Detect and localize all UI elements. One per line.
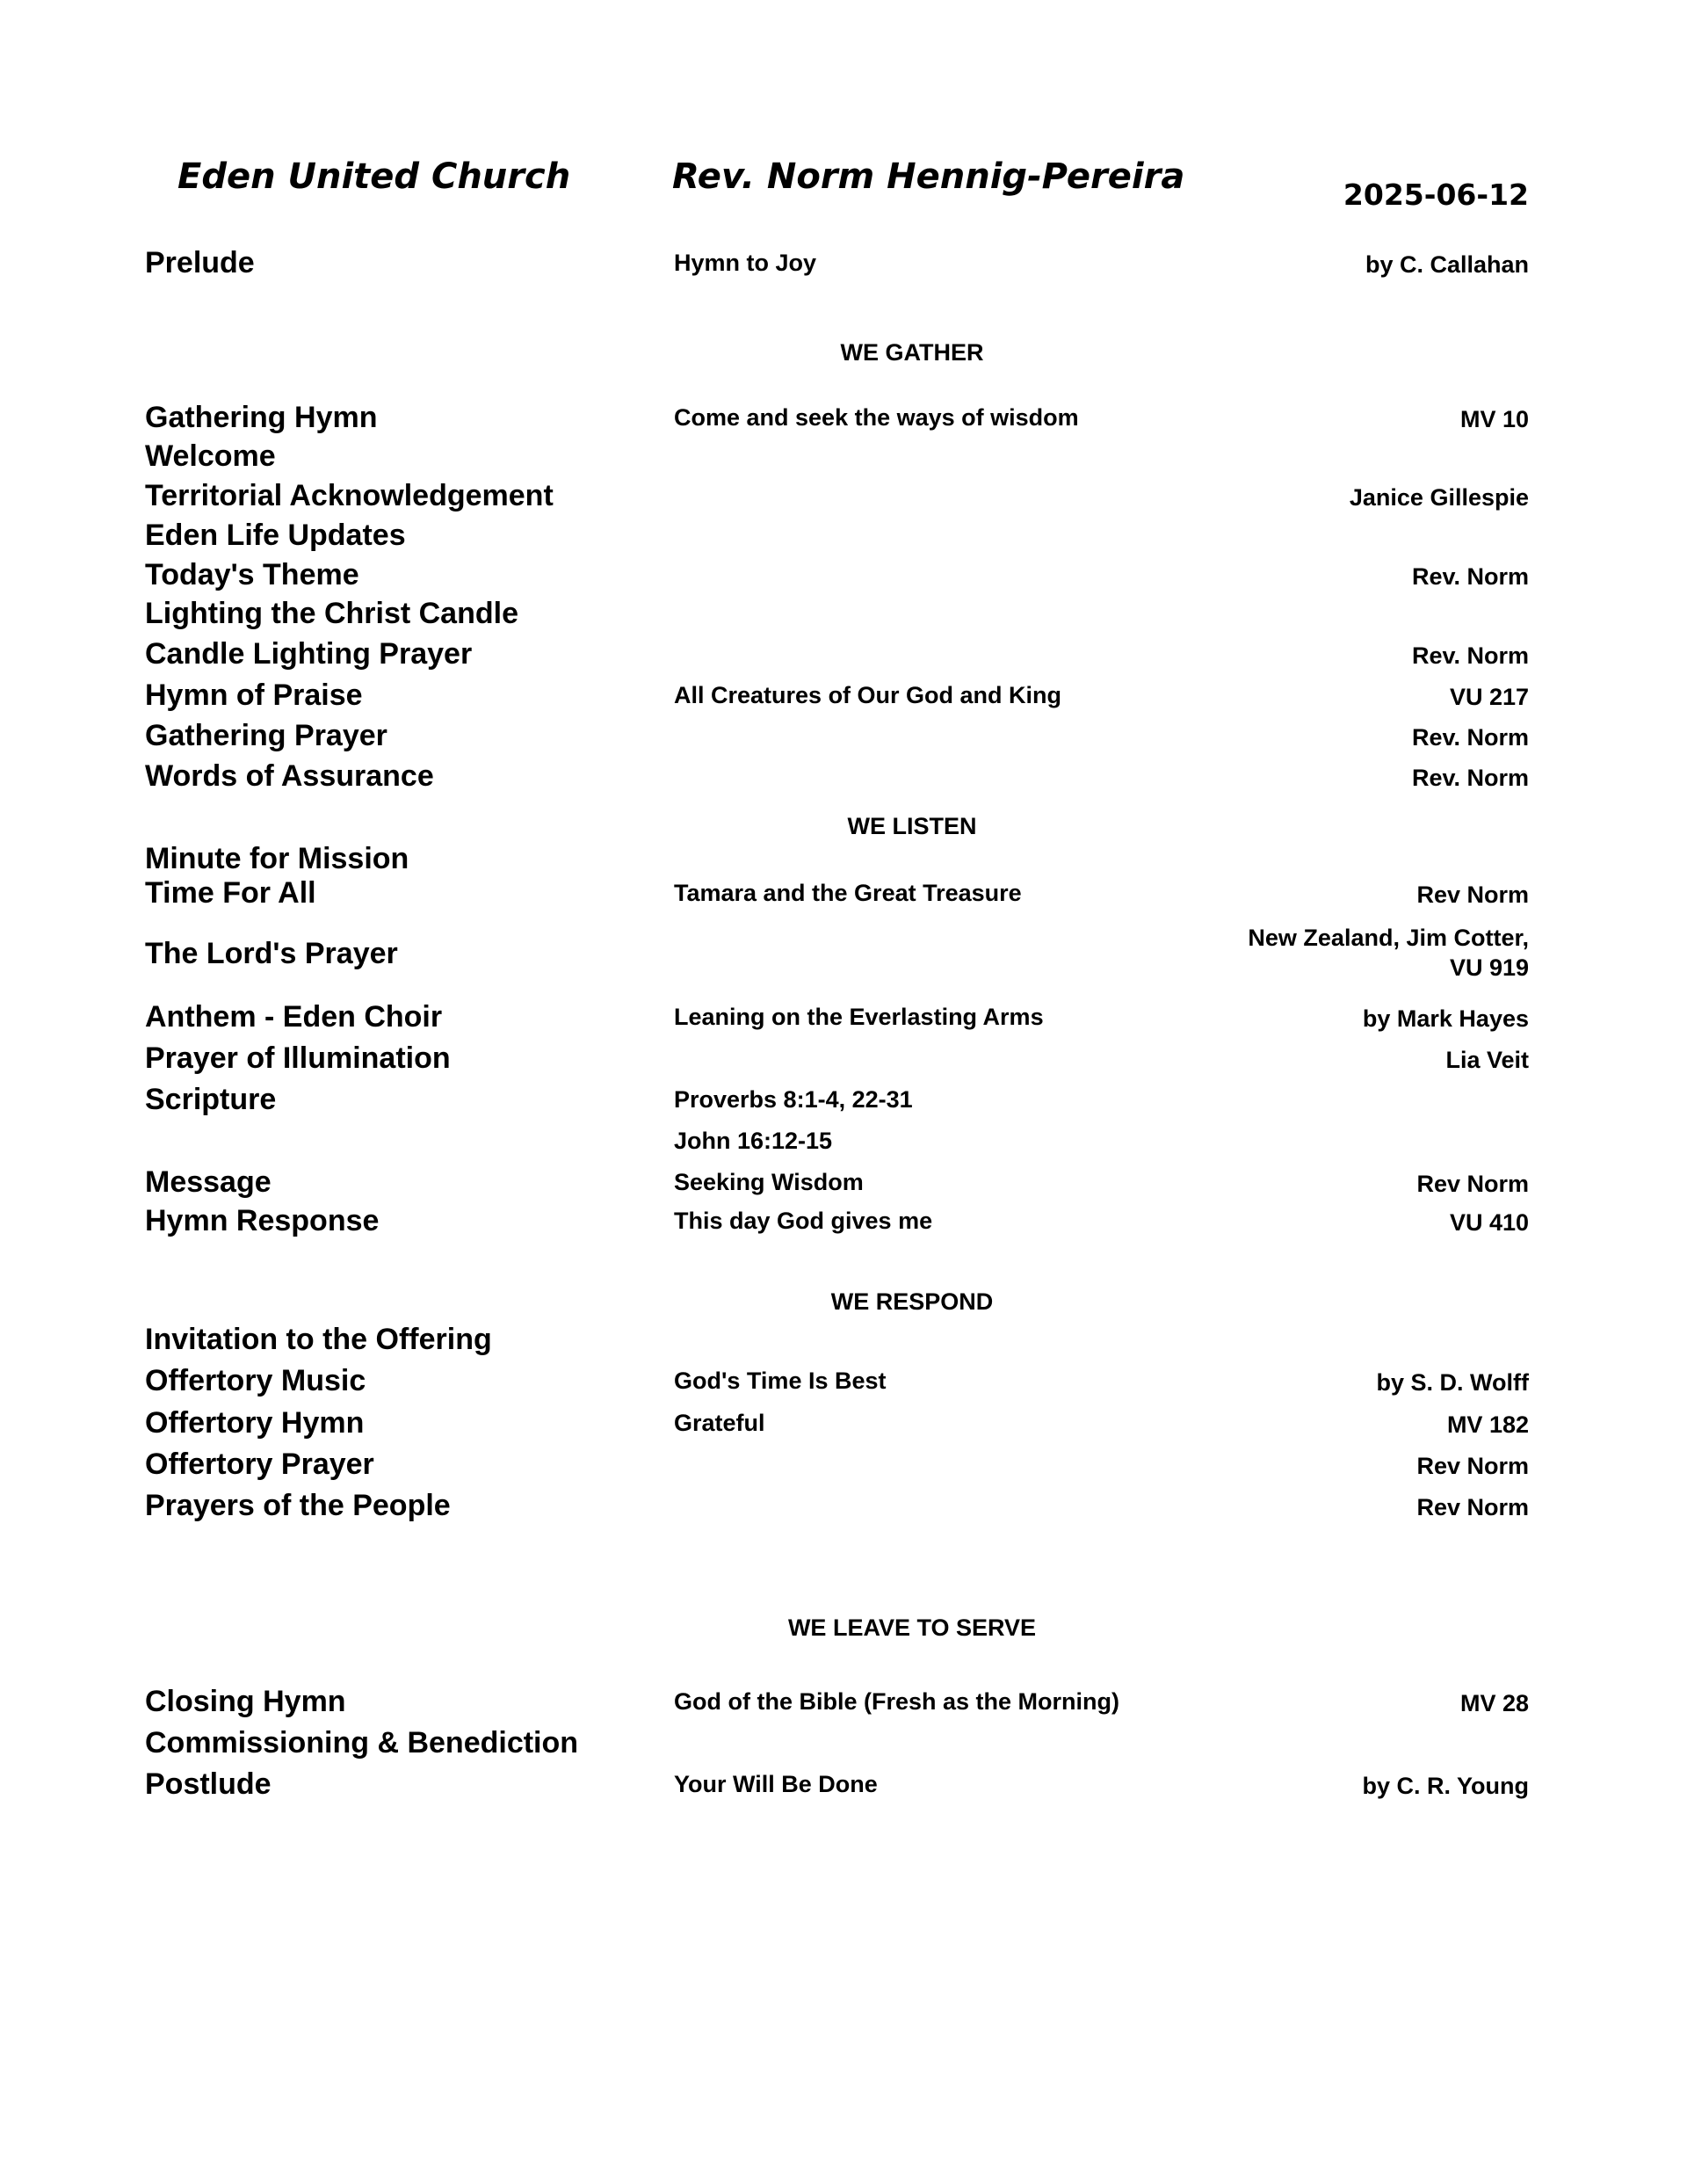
service-item-title: Proverbs 8:1-4, 22-31 (674, 1086, 913, 1113)
service-item-name: Welcome (145, 439, 276, 473)
service-item-title: Come and seek the ways of wisdom (674, 404, 1079, 431)
service-item-name: Anthem - Eden Choir (145, 1000, 443, 1034)
service-item-leader: Rev. Norm (1411, 642, 1529, 669)
service-item-name: Offertory Music (145, 1364, 366, 1397)
service-item-name: Closing Hymn (145, 1685, 346, 1718)
service-item-name: Invitation to the Offering (145, 1323, 492, 1356)
minister-name: Rev. Norm Hennig-Pereira (672, 156, 1185, 197)
service-item-name: Lighting the Christ Candle (145, 597, 518, 630)
service-item-title: All Creatures of Our God and King (674, 682, 1062, 708)
service-item-leader: Rev. Norm (1411, 563, 1529, 590)
service-item-name: Message (145, 1165, 272, 1199)
service-item-title: God's Time Is Best (674, 1368, 887, 1394)
service-item-leader: Rev Norm (1416, 882, 1529, 908)
service-item-title: John 16:12-15 (674, 1128, 833, 1154)
service-item-leader: Lia Veit (1445, 1047, 1529, 1073)
service-item-title: This day God gives me (674, 1208, 933, 1234)
service-item-name: Gathering Hymn (145, 401, 378, 434)
service-item-name: Words of Assurance (145, 759, 434, 793)
service-item-leader: Rev. Norm (1411, 765, 1529, 791)
service-item-title: Tamara and the Great Treasure (674, 880, 1022, 906)
service-item-leader: MV 182 (1446, 1411, 1529, 1438)
service-item-title: Leaning on the Everlasting Arms (674, 1004, 1044, 1030)
service-item-name: Prayers of the People (145, 1489, 451, 1522)
service-item-leader-line: VU 919 (1449, 954, 1529, 981)
service-item-name: Hymn of Praise (145, 678, 363, 712)
service-item-name: Hymn Response (145, 1204, 380, 1237)
service-item-name: Offertory Prayer (145, 1448, 374, 1481)
service-date: 2025-06-12 (1343, 178, 1529, 212)
service-item-leader: by C. Callahan (1365, 251, 1529, 278)
service-item-name: Commissioning & Benediction (145, 1726, 579, 1760)
service-item-leader: by S. D. Wolff (1376, 1369, 1529, 1396)
section-heading-listen: WE LISTEN (847, 813, 977, 839)
service-item-leader: by C. R. Young (1362, 1773, 1529, 1799)
section-heading-gather: WE GATHER (840, 339, 984, 366)
service-item-name: Postlude (145, 1767, 272, 1801)
service-item-leader: by Mark Hayes (1362, 1005, 1529, 1032)
service-item-title: Your Will Be Done (674, 1771, 878, 1797)
service-item-name: Candle Lighting Prayer (145, 637, 473, 671)
service-item-leader: MV 28 (1459, 1690, 1529, 1716)
service-item-leader: VU 410 (1449, 1209, 1529, 1236)
service-item-leader: Rev Norm (1416, 1453, 1529, 1479)
service-item-leader: MV 10 (1459, 406, 1529, 432)
service-item-title: God of the Bible (Fresh as the Morning) (674, 1688, 1120, 1715)
service-item-name: Prayer of Illumination (145, 1041, 451, 1075)
service-item-name: Scripture (145, 1083, 277, 1116)
service-item-leader-line: New Zealand, Jim Cotter, (1248, 925, 1529, 951)
service-item-name: Gathering Prayer (145, 719, 387, 752)
service-item-leader: Rev Norm (1416, 1494, 1529, 1520)
service-item-name: The Lord's Prayer (145, 937, 398, 970)
service-item-leader: Rev Norm (1416, 1171, 1529, 1197)
service-item-leader: Rev. Norm (1411, 724, 1529, 751)
church-name: Eden United Church (177, 156, 571, 197)
service-item-title: Grateful (674, 1410, 765, 1436)
service-item-name: Minute for Mission (145, 842, 409, 875)
service-item-leader (1248, 923, 1529, 983)
section-heading-respond: WE RESPOND (830, 1288, 994, 1315)
service-item-name: Time For All (145, 876, 316, 910)
section-heading-serve: WE LEAVE TO SERVE (787, 1614, 1037, 1641)
service-item-name: Today's Theme (145, 558, 359, 591)
service-item-name: Territorial Acknowledgement (145, 479, 554, 512)
service-item-name: Offertory Hymn (145, 1406, 365, 1440)
service-item-name: Eden Life Updates (145, 519, 406, 552)
service-item-leader: Janice Gillespie (1349, 484, 1529, 511)
service-item-leader: VU 217 (1449, 684, 1529, 710)
service-item-title: Seeking Wisdom (674, 1169, 864, 1195)
service-item-title: Hymn to Joy (674, 250, 817, 276)
service-item-name: Prelude (145, 246, 255, 279)
